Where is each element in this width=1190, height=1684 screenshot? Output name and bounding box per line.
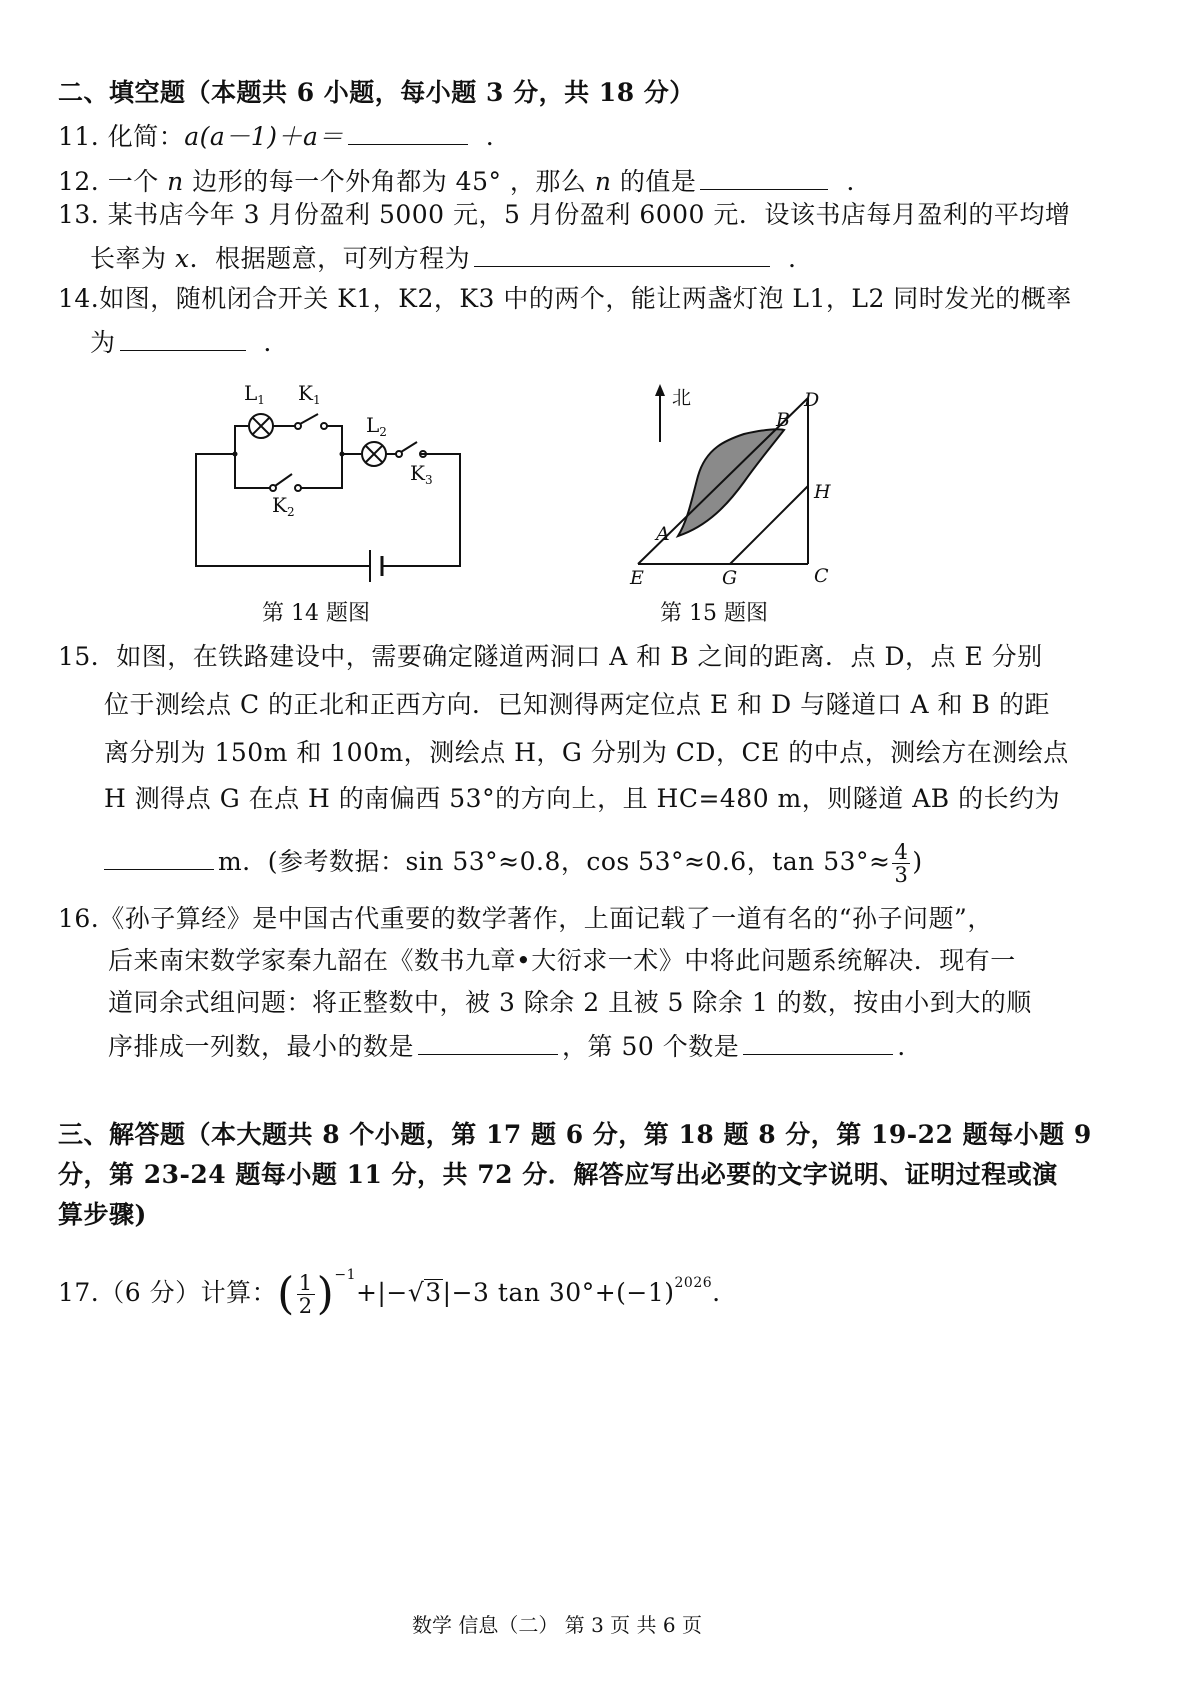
question-13-line-2 xyxy=(90,242,814,276)
wire-bottom-left xyxy=(235,454,270,488)
section-3-heading-line-2: 分，第 23-24 题每小题 11 分，共 72 分．解答应写出必要的文字说明、证明过程或演 xyxy=(58,1160,1058,1189)
q12-suffix: ． xyxy=(846,167,872,196)
question-14-line-2 xyxy=(90,326,289,360)
label-c: C xyxy=(814,565,829,587)
q15-close-paren: ) xyxy=(912,847,923,876)
switch-k3-lever-icon xyxy=(401,442,417,452)
q11-prefix: 11. 化简： xyxy=(58,122,185,151)
question-13-line-1: 13. 某书店今年 3 月份盈利 5000 元，5 月份盈利 6000 元．设该书店每月盈利的平均增 xyxy=(58,200,1071,229)
question-16-line-2: 后来南宋数学家秦九韶在《数书九章•大衍求一术》中将此问题系统解决．现有一 xyxy=(108,946,1016,975)
question-16-line-3: 道同余式组问题：将正整数中，被 3 除余 2 且被 5 除余 1 的数，按由小到大的顺 xyxy=(108,988,1032,1017)
figure-14-caption: 第 14 题图 xyxy=(262,601,370,626)
q13-text-a: 长率为 xyxy=(90,244,175,273)
q17-abs-open: +|− xyxy=(355,1278,408,1307)
q12-var-n: n xyxy=(167,167,184,196)
label-a: A xyxy=(656,523,670,545)
q14-answer-blank[interactable] xyxy=(120,326,246,351)
q12-answer-blank[interactable] xyxy=(700,165,828,190)
q11-suffix: ． xyxy=(485,122,512,151)
section-3-heading-line-3: 算步骤) xyxy=(58,1200,147,1229)
q13-answer-blank[interactable] xyxy=(474,242,770,267)
q17-exponent-2: 2026 xyxy=(674,1275,713,1291)
figure-15-tunnel xyxy=(620,370,860,590)
q13-var-x: x xyxy=(174,244,190,273)
question-12 xyxy=(58,165,872,199)
q16-answer-blank-2[interactable] xyxy=(743,1030,893,1055)
q17-sqrt-icon: √ xyxy=(407,1278,425,1307)
label-k2: $K_2$ xyxy=(272,493,295,519)
figure-15-caption: 第 15 题图 xyxy=(660,601,768,626)
label-k3: $K_3$ xyxy=(410,461,433,487)
figure-14-circuit xyxy=(180,370,480,590)
q14-suffix: ． xyxy=(263,328,290,357)
north-arrow-icon xyxy=(655,384,665,396)
q11-answer-blank[interactable] xyxy=(348,120,468,145)
q12-var-n2: n xyxy=(594,167,612,196)
q13-suffix: ． xyxy=(788,244,814,273)
q17-sqrt-argument: 3 xyxy=(425,1278,442,1307)
q17-prefix: 17.（6 分）计算： xyxy=(58,1278,278,1307)
q14-text: 为 xyxy=(90,328,116,357)
q15-answer-blank[interactable] xyxy=(104,845,214,870)
wire-top-left xyxy=(235,426,248,454)
label-d: D xyxy=(804,389,820,411)
wire-top-right xyxy=(300,426,342,488)
switch-k1-lever-icon xyxy=(300,414,318,424)
q17-right-paren: ) xyxy=(316,1268,335,1320)
q17-end: . xyxy=(712,1278,721,1307)
q17-rest: −3 tan 30°+(−1) xyxy=(451,1278,675,1307)
q17-fraction: $\frac{1}{2}$ xyxy=(298,1271,313,1318)
label-l1: $L_1$ xyxy=(244,381,265,407)
page-footer: 数学 信息（二） 第 3 页 共 6 页 xyxy=(412,1613,702,1637)
question-15-line-2: 位于测绘点 C 的正北和正西方向．已知测得两定位点 E 和 D 与隧道口 A 和 B 的距 xyxy=(104,690,1050,719)
label-north: 北 xyxy=(672,387,692,409)
label-k1: $K_1$ xyxy=(298,381,321,407)
q16-text-a: 序排成一列数，最小的数是 xyxy=(108,1032,415,1061)
label-g: G xyxy=(722,567,738,589)
question-15-line-5 xyxy=(104,832,923,892)
label-l2: $L_2$ xyxy=(366,413,387,439)
q17-left-paren: ( xyxy=(277,1268,295,1320)
tunnel-hill-shape xyxy=(678,429,784,536)
q11-expression: a(a－1)＋a＝ xyxy=(184,122,344,151)
q17-exponent-1: −1 xyxy=(334,1267,356,1283)
q12-text-c: 的值是 xyxy=(611,167,697,196)
switch-k1-contact xyxy=(321,423,327,429)
label-b: B xyxy=(776,409,790,431)
q17-abs-close: | xyxy=(442,1278,452,1307)
q12-text-a: 12. 一个 xyxy=(58,167,168,196)
label-h: H xyxy=(814,481,831,503)
section-2-heading: 二、填空题（本题共 6 小题，每小题 3 分，共 18 分） xyxy=(58,78,695,107)
segment-g-h xyxy=(730,486,808,564)
question-17 xyxy=(58,1242,721,1328)
question-15-line-3: 离分别为 150m 和 100m，测绘点 H，G 分别为 CD，CE 的中点，测绘方在测绘点 xyxy=(104,738,1069,767)
q16-text-b: ，第 50 个数是 xyxy=(562,1032,740,1061)
q15-fraction: $\frac{4}{3}$ xyxy=(894,840,909,887)
question-11 xyxy=(58,120,511,154)
question-16-line-4 xyxy=(108,1030,906,1064)
question-14-line-1: 14.如图，随机闭合开关 K1，K2，K3 中的两个，能让两盏灯泡 L1，L2 同时发光的概率 xyxy=(58,284,1072,313)
label-e: E xyxy=(630,567,644,589)
switch-k2-contact xyxy=(295,485,301,491)
q16-answer-blank-1[interactable] xyxy=(418,1030,558,1055)
question-15-line-4: H 测得点 G 在点 H 的南偏西 53°的方向上，且 HC=480 m，则隧道 AB 的长约为 xyxy=(104,784,1061,813)
switch-k2-lever-icon xyxy=(275,474,292,486)
section-3-heading-line-1: 三、解答题（本大题共 8 个小题，第 17 题 6 分，第 18 题 8 分，第 19-22 题每小题 9 xyxy=(58,1120,1092,1149)
question-15-line-1: 15．如图，在铁路建设中，需要确定隧道两洞口 A 和 B 之间的距离．点 D，点 E 分别 xyxy=(58,642,1043,671)
q13-text-b: ．根据题意，可列方程为 xyxy=(189,244,471,273)
q12-text-b: 边形的每一个外角都为 45° ，那么 xyxy=(183,167,595,196)
q16-suffix: . xyxy=(897,1032,906,1061)
q15-reference-data: m．(参考数据：sin 53°≈0.8，cos 53°≈0.6，tan 53°≈ xyxy=(218,847,891,876)
question-16-line-1: 16.《孙子算经》是中国古代重要的数学著作，上面记载了一道有名的“孙子问题”， xyxy=(58,904,993,933)
